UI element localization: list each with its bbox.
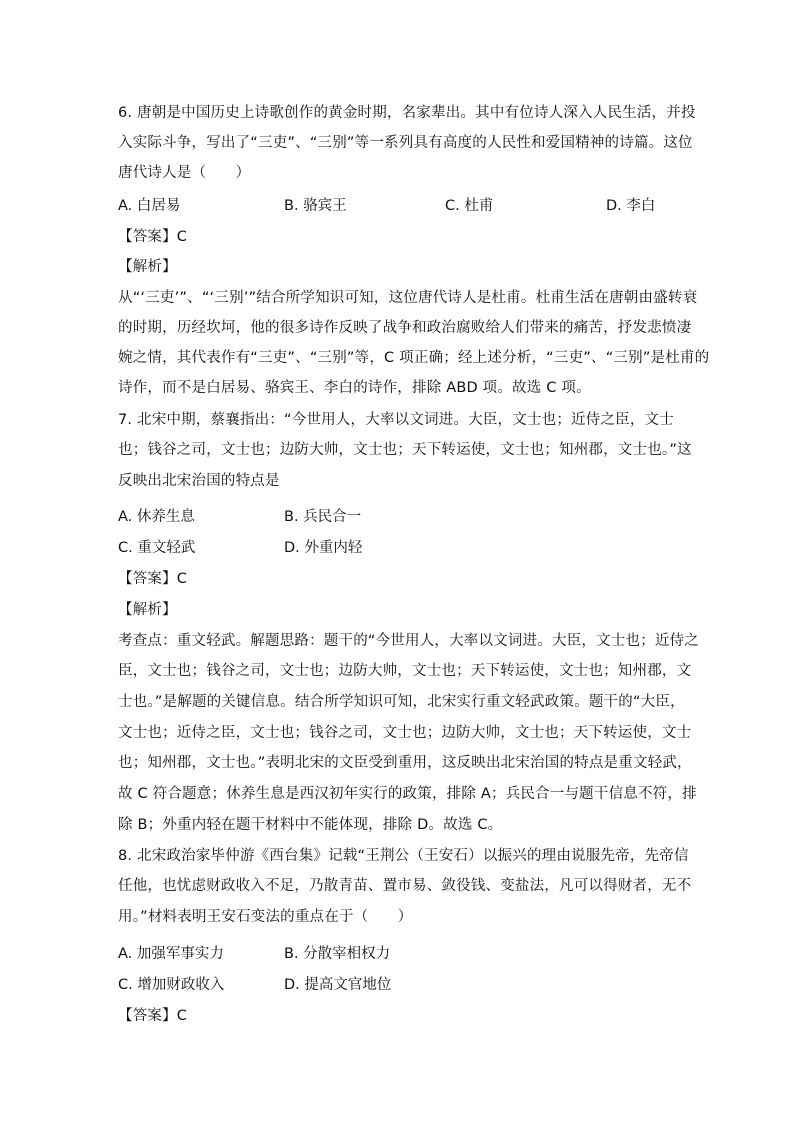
q7-analysis-line-1: 考查点：重文轻武。解题思路：题干的“今世用人，大率以文词进。大臣，文士也；近侍之 <box>118 633 700 649</box>
q6-stem-line-1: 6. 唐朝是中国历史上诗歌创作的黄金时期，名家辈出。其中有位诗人深入人民生活，并投 <box>118 105 696 121</box>
q6-stem-line-3: 唐代诗人是（ ） <box>118 165 251 181</box>
q7-stem-line-1: 7. 北宋中期，蔡襄指出：“今世用人，大率以文词进。大臣，文士也；近侍之臣，文士 <box>118 412 674 428</box>
q6-option-d: D. 李白 <box>606 198 656 214</box>
q6-analysis-line-2: 的时期，历经坎坷，他的很多诗作反映了战争和政治腐败给人们带来的痛苦，抒发悲愤凄 <box>118 320 692 336</box>
q7-option-d: D. 外重内轻 <box>284 540 363 556</box>
q6-option-a: A. 白居易 <box>118 198 181 214</box>
q7-answer: 【答案】C <box>118 571 188 587</box>
q8-option-b: B. 分散宰相权力 <box>284 946 391 962</box>
q7-analysis-label: 【解析】 <box>118 602 177 618</box>
q7-analysis-line-4: 文士也；近侍之臣，文士也；钱谷之司，文士也；边防大帅，文士也；天下转运使，文士 <box>118 725 692 741</box>
q8-answer: 【答案】C <box>118 1008 188 1024</box>
q7-analysis-line-5: 也；知州郡，文士也。”表明北宋的文臣受到重用，这反映出北宋治国的特点是重文轻武， <box>118 755 692 771</box>
q6-analysis-label: 【解析】 <box>118 259 177 275</box>
q6-stem-line-2: 入实际斗争，写出了“三吏”、“三别”等一系列具有高度的人民性和爱国精神的诗篇。这位 <box>118 135 693 151</box>
q7-stem-line-2: 也；钱谷之司，文士也；边防大帅，文士也；天下转运使，文士也；知州郡，文士也。”这 <box>118 442 692 458</box>
q7-analysis-line-6: 故 C 符合题意；休养生息是西汉初年实行的政策，排除 A；兵民合一与题干信息不符，排 <box>118 786 697 802</box>
q7-analysis-line-7: 除 B；外重内轻在题干材料中不能体现，排除 D。故选 C。 <box>118 817 503 833</box>
q7-option-b: B. 兵民合一 <box>284 509 362 525</box>
q6-option-b: B. 骆宾王 <box>284 198 347 214</box>
q6-option-c: C. 杜甫 <box>445 198 494 214</box>
q6-analysis-line-4: 诗作，而不是白居易、骆宾王、李白的诗作，排除 ABD 项。故选 C 项。 <box>118 380 591 396</box>
q7-option-c: C. 重文轻武 <box>118 540 196 556</box>
q8-option-d: D. 提高文官地位 <box>284 977 392 993</box>
q8-stem-line-1: 8. 北宋政治家毕仲游《西台集》记载“王荆公（王安石）以振兴的理由说服先帝，先帝信 <box>118 848 689 864</box>
q6-analysis-line-3: 婉之情，其代表作有“三吏”、“三别”等，C 项正确；经上述分析，“三吏”、“三别”是杜甫的 <box>118 350 710 366</box>
q8-option-a: A. 加强军事实力 <box>118 946 224 962</box>
q7-option-a: A. 休养生息 <box>118 509 195 525</box>
q7-analysis-line-3: 士也。”是解题的关键信息。结合所学知识可知，北宋实行重文轻武政策。题干的“大臣， <box>118 694 685 710</box>
q8-stem-line-3: 用。”材料表明王安石变法的重点在于（ ） <box>118 909 413 925</box>
q6-answer: 【答案】C <box>118 229 188 245</box>
q7-stem-line-3: 反映出北宋治国的特点是 <box>118 473 280 489</box>
q8-option-c: C. 增加财政收入 <box>118 977 225 993</box>
q6-analysis-line-1: 从“‘三吏’”、“‘三别’”结合所学知识可知，这位唐代诗人是杜甫。杜甫生活在唐朝由盛转衰 <box>118 290 698 306</box>
q8-stem-line-2: 任他，也忧虑财政收入不足，乃散青苗、置市易、敛役钱、变盐法，凡可以得财者，无不 <box>118 878 692 894</box>
q7-analysis-line-2: 臣，文士也；钱谷之司，文士也；边防大帅，文士也；天下转运使，文士也；知州郡，文 <box>118 663 692 679</box>
